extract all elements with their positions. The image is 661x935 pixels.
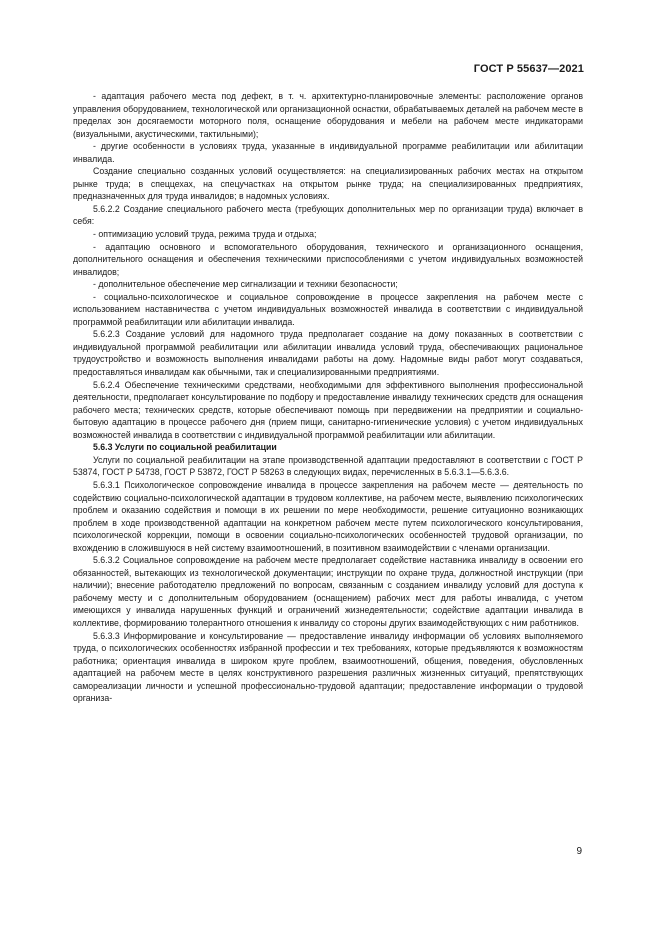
paragraph: - дополнительное обеспечение мер сигнализации и техники безопасности;: [93, 279, 398, 290]
paragraph: - адаптация рабочего места под дефект, в т. ч. архитектурно-планировочные элементы: расположение органов управления оборудованием, технологической или организационной оснастки, обрабатываемых деталей на рабочем месте в пределах зон досягаемости моторного поля, оснащение оборудования и мебели на рабочем месте индикаторами (визуальными, акустическими, тактильными);: [73, 91, 583, 139]
paragraph: Создание специально созданных условий осуществляется: на специализированных рабочих местах на открытом рынке труда; в спеццехах, на спецучастках на открытом рынке труда; на специализированных предприятиях, предназначенных для труда инвалидов; в надомных условиях.: [73, 166, 583, 202]
paragraph: 5.6.2.3 Создание условий для надомного труда предполагает создание на дому показанных в соответствии с индивидуальной программой реабилитации или абилитации инвалида условий труда, обеспечивающих рациональное трудоустройство и возможность выполнения инвалидами работы на дому. Надомные виды работ могут создаваться, предоставляться инвалидам как обычными, так и специализированными предприятиями.: [73, 329, 583, 378]
document-body: [73, 90, 583, 705]
paragraph: 5.6.3.1 Психологическое сопровождение инвалида в процессе закрепления на рабочем месте — деятельность по содействию социально-психологической адаптации в трудовом коллективе, на рабочем месте, выявлению психологических проблем и оказанию содействия и помощи в их решении по мере необходимости, решение ситуационно возникающих проблем в ходе производственной адаптации на конкретном рабочем месте путем психологического консультирования, психологической коррекции, помощи в освоении социально-психологических особенностей трудовой организации, по вхождению в сложившуюся в ней систему взаимоотношений, в позитивном взаимодействии с членами организации.: [73, 479, 583, 553]
section-heading: 5.6.3 Услуги по социальной реабилитации: [93, 442, 277, 453]
paragraph: - оптимизацию условий труда, режима труда и отдыха;: [93, 229, 317, 240]
document-code: ГОСТ Р 55637—2021: [473, 63, 584, 75]
page-number: 9: [576, 846, 582, 857]
paragraph: - другие особенности в условиях труда, указанные в индивидуальной программе реабилитации или абилитации инвалида.: [73, 141, 583, 164]
paragraph: Услуги по социальной реабилитации на этапе производственной адаптации предоставляют в соответствии с ГОСТ Р 53874, ГОСТ Р 54738, ГОСТ Р 53872, ГОСТ Р 58263 в следующих видах, перечисленных в 5.6.3.1—5.6.3.6.: [73, 454, 583, 478]
paragraph: 5.6.3.2 Социальное сопровождение на рабочем месте предполагает содействие наставника инвалиду в освоении его обязанностей, вытекающих из технологической документации; инструкции по охране труда, должностной инструкции (при наличии); внесение работодателю предложений по вопросам, связанным с созданием инвалиду условий для доступа к рабочему месту и с дополнительным оборудованием (оснащением) рабочих мест для работы инвалида, с учетом имеющихся у инвалида нарушенных функций и ограничений жизнедеятельности; содействие адаптации инвалида в коллективе, формированию толерантного отношения к инвалиду со стороны других взаимодействующих с ним работников.: [73, 555, 583, 628]
paragraph: - адаптацию основного и вспомогательного оборудования, технического и организационного оснащения, дополнительного оснащения и обеспечения техническими приспособлениями с учетом индивидуальных возможностей инвалидов;: [73, 241, 583, 277]
paragraph: 5.6.2.4 Обеспечение техническими средствами, необходимыми для эффективного выполнения профессиональной деятельности, предполагает консультирование по подбору и предоставление инвалиду технических средств для оснащения рабочего места; технических средств, которые обеспечивают помощь при передвижении на предприятии и социально-бытовую адаптацию в процессе рабочего дня (прием пищи, санитарно-гигиенические условия) с учетом индивидуальных возможностей инвалида в соответствии с индивидуальной программой реабилитации или абилитации.: [73, 379, 583, 440]
paragraph: - социально-психологическое и социальное сопровождение в процессе закрепления на рабочем месте с использованием наставничества с учетом индивидуальных возможностей инвалида в соответствии с индивидуальной программой реабилитации или абилитации инвалида.: [73, 291, 583, 327]
paragraph: 5.6.2.2 Создание специального рабочего места (требующих дополнительных мер по организации труда) включает в себя:: [73, 203, 583, 227]
paragraph: 5.6.3.3 Информирование и консультирование — предоставление инвалиду информации об условиях выполняемого труда, о психологических особенностях избранной профессии и тех требованиях, которые предъявляются к возможностям работника; ориентация инвалида в широком круге проблем, взаимоотношений, общения, поведения, обусловленных адаптацией на рабочем месте в целях конструктивного разрешения различных жизненных ситуаций, препятствующих самореализации личности и успешной профессионально-трудовой адаптации; предоставление информации о трудовой организа-: [73, 630, 583, 704]
